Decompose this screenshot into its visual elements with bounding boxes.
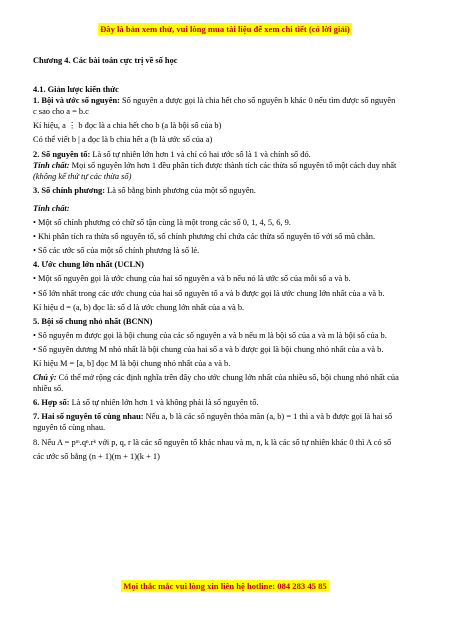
bullet-1: • Một số chính phương có chữ số tận cùng là một trong các số 0, 1, 4, 5, 6, 9. [33, 218, 291, 228]
item-2-text: Là số tự nhiên lớn hơn 1 và chỉ có hai ước số là 1 và chính số đó. [92, 149, 311, 159]
item-1-line [33, 95, 431, 106]
item-3-line [33, 185, 431, 196]
hotline-banner [0, 581, 450, 591]
preview-banner [0, 24, 450, 34]
bullet-3: • Số các ước số của một số chính phương là số lẻ. [33, 246, 200, 256]
item-3-text: Là số bằng bình phương của một số nguyên. [107, 185, 256, 195]
item-7-heading: 7. Hai số nguyên tố cùng nhau: [33, 412, 146, 422]
item-6-text: Là số tự nhiên lớn hơn 1 và không phải là số nguyên tố. [71, 398, 259, 408]
bullet-5: • Số lớn nhất trong các ước chung của hai số nguyên tố a và b được gọi là ước chung lớn nhất của a và b. [33, 288, 385, 298]
bullet-6: • Số nguyên m được gọi là bội chung của các số nguyên a và b nếu m là bội số của a và m là bội số của b. [33, 330, 387, 340]
item-3-heading: 3. Số chính phương: [33, 185, 108, 195]
note-text: Có thể mở rộng các định nghĩa trên đây cho ước chung lớn nhất của nhiều số, bội chung nhỏ nhất của [58, 373, 399, 383]
item-7-cont: nguyên tố cùng nhau. [33, 423, 106, 433]
preview-banner-text: Đây là bản xem thử, vui lòng mua tài liệu để xem chi tiết (có lời giải) [100, 24, 350, 34]
note-line [33, 372, 431, 383]
note-label: Chú ý: [33, 373, 59, 383]
bullet-4: • Một số nguyên gọi là ước chung của hai số nguyên a và b nếu nó là ước số của mỗi số a và b. [33, 274, 351, 284]
item-1-heading: 1. Bội và ước số nguyên: [33, 96, 123, 106]
item-2-heading: 2. Số nguyên tố: [33, 149, 93, 159]
item-1-text: Số nguyên a được gọi là chia hết cho số nguyên b khác 0 nếu tìm được số nguyên [122, 96, 396, 106]
document-content [33, 55, 431, 465]
bullet-7: • Số nguyên dương M nhỏ nhất là bội chung của hai số a và b được gọi là bội chung nhỏ nhất của a và b. [33, 344, 384, 354]
lcm-notation: Kí hiệu M = [a, b] đọc M là bội chung nhỏ nhất của a và b. [33, 358, 231, 368]
property-text: Mọi số nguyên lớn hơn 1 đều phân tích được thành tích các thừa số nguyên tố một cách duy nhất [71, 160, 397, 170]
item-4-heading: 4. Ước chung lớn nhất (UCLN) [33, 260, 144, 270]
item-3-property-label: Tính chất: [33, 203, 70, 213]
item-8-line: 8. Nếu A = pᵐ.qⁿ.rᵏ với p, q, r là các số nguyên tố khác nhau và m, n, k là các số tự nhiên khác 0 thì A có số [33, 437, 392, 447]
item-7-text: Nếu a, b là các số nguyên thỏa mãn (a, b) = 1 thì a và b được gọi là hai số [145, 412, 393, 422]
hotline-banner-text: Mọi thắc mắc vui lòng xin liên hệ hotline: 084 283 45 85 [123, 581, 327, 591]
item-2-property-cont: (không kể thứ tự các thừa số) [33, 171, 132, 181]
item-1-notation: Kí hiệu, a ⋮ b đọc là a chia hết cho b (a là bội số của b) [33, 121, 222, 131]
item-1-cont: c sao cho a = b.c [33, 107, 89, 117]
item-6-line [33, 397, 431, 408]
note-cont: nhiều số. [33, 384, 64, 394]
chapter-title: Chương 4. Các bài toán cực trị về số học [33, 56, 178, 65]
property-label: Tính chất: [33, 160, 72, 170]
gcd-notation: Kí hiệu d = (a, b) đọc là: số d là ước chung lớn nhất của a và b. [33, 302, 245, 312]
item-8-cont: các ước số bằng (n + 1)(m + 1)(k + 1) [33, 451, 160, 461]
item-5-heading: 5. Bội số chung nhỏ nhất (BCNN) [33, 316, 153, 326]
section-title: 4.1. Giản lược kiến thức [33, 85, 119, 95]
item-2-line [33, 149, 431, 160]
item-2-property [33, 160, 431, 171]
bullet-2: • Khi phân tích ra thừa số nguyên tố, số chính phương chỉ chứa các thừa số nguyên tố với số mũ chẵn. [33, 232, 376, 242]
item-7-line [33, 411, 431, 422]
item-1-note: Có thể viết b | a đọc là b chia hết a (b là ước số của a) [33, 135, 213, 145]
item-6-heading: 6. Hợp số: [33, 398, 72, 408]
